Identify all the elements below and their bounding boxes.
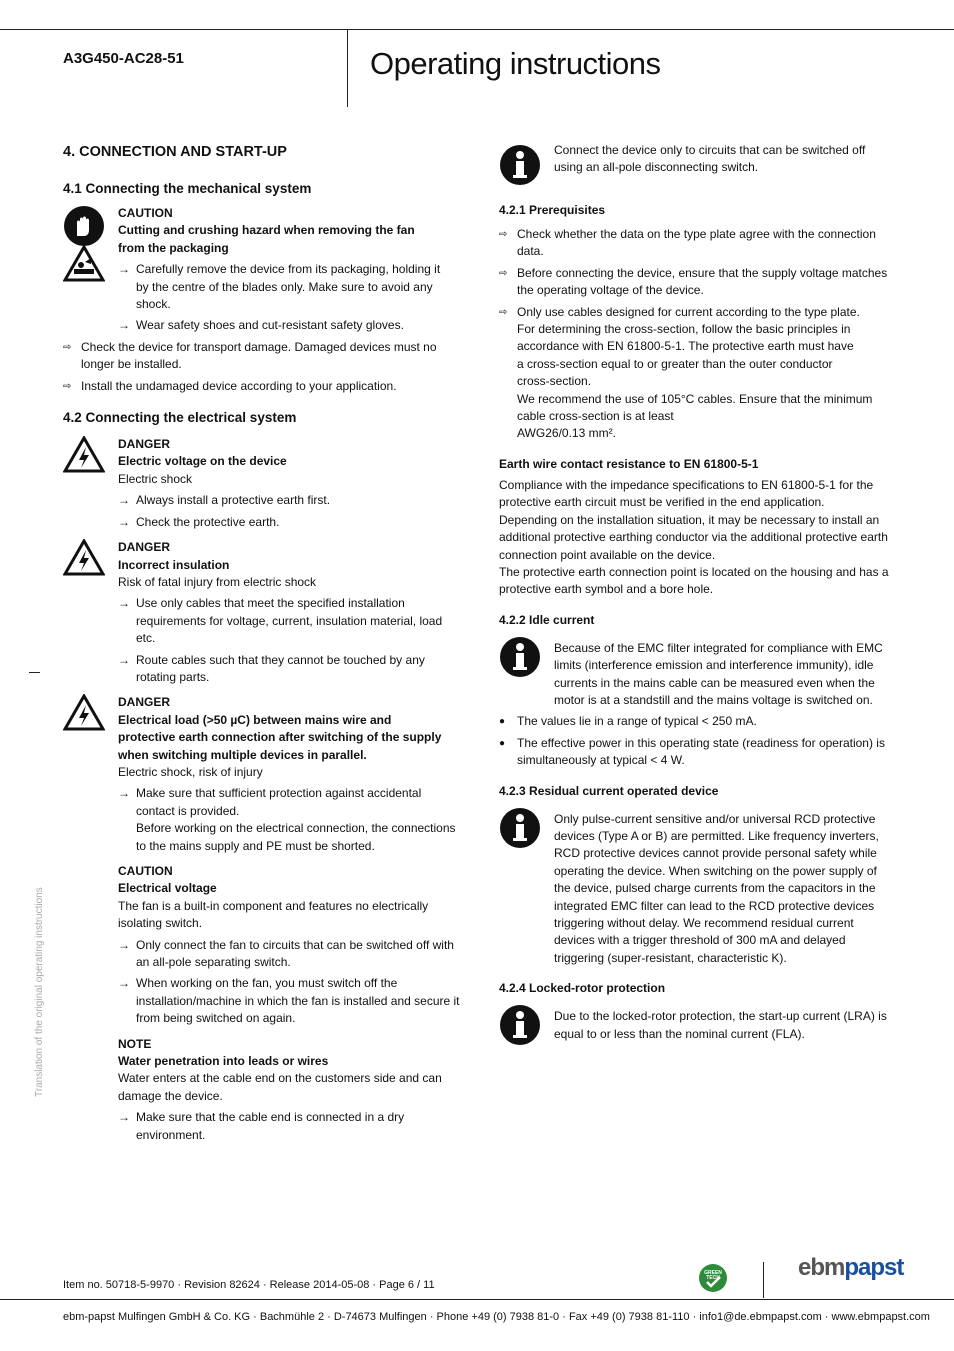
crush-hazard-icon — [63, 245, 105, 288]
caution-block-2 — [63, 863, 463, 1028]
prerequisite-text-cross-section: For determining the cross-section, follow the basic principles in accordance with EN 61800-5-1. The protective earth must have a cross-section equal to or greater than the outer conductor cross-section. — [517, 322, 854, 389]
earth-paragraph-1: Compliance with the impedance specifications to EN 61800-5-1 for the protective earth circuit must be verified in the end application. — [499, 477, 874, 510]
earth-wire-title: Earth wire contact resistance to EN 61800-5-1 — [499, 456, 759, 471]
model-number: A3G450-AC28-51 — [63, 50, 184, 67]
idle-info-text: Because of the EMC filter integrated for compliance with EMC limits (interference emission and interference immunity), idle currents in the mains cable can be measured even when the motor is at a standstill and the mains voltage is switched on. — [554, 640, 883, 707]
info-icon — [499, 636, 541, 683]
danger-2-heading: Incorrect insulation — [118, 557, 230, 572]
rcd-info-text: Only pulse-current sensitive and/or universal RCD protective devices (Type A or B) are permitted. Like frequency inverters, RCD protective devices cannot provide personal safety while operating the device. When switching on the power supply of the device, pulsed charge currents from the capacitors in the integrated EMC filter can lead to the RCD protective devices triggering without delay. We recommend residual current devices with a trigger threshold of 300 mA and delayed triggering (super-resistant, characteristic K). — [554, 811, 879, 965]
caution-2-text: The fan is a built-in component and features no electrically isolating switch. — [118, 898, 429, 931]
prerequisite-text: Before connecting the device, ensure that the supply voltage matches the operating voltage of the device. — [517, 265, 888, 298]
margin-tick — [29, 672, 40, 673]
idle-bullet — [499, 713, 889, 730]
prerequisite-item — [499, 265, 889, 300]
caution-2-instruction-text: Only connect the fan to circuits that can be switched off with an all-pole separating switch. — [136, 937, 454, 970]
caution-1-instruction-text: Carefully remove the device from its packaging, holding it by the centre of the blades only. Make sure to avoid any shock. — [136, 262, 441, 312]
note-text: Water enters at the cable end on the customers side and can damage the device. — [118, 1071, 442, 1103]
arrow-marker: → — [118, 262, 130, 277]
subsection-4-2-1-title: 4.2.1 Prerequisites — [499, 203, 606, 217]
info-icon — [499, 1004, 541, 1051]
danger-2-text: Risk of fatal injury from electric shock — [118, 574, 317, 589]
double-arrow-marker: ⇨ — [499, 306, 508, 318]
caution-2-label: CAUTION — [118, 864, 173, 878]
lra-info-block — [499, 1008, 889, 1043]
prerequisite-text: Only use cables designed for current according to the type plate. — [517, 304, 860, 319]
sidebar-translation-note: Translation of the original operating instructions — [34, 887, 45, 1097]
subsection-4-2-2-title: 4.2.2 Idle current — [499, 612, 595, 627]
ebmpapst-logo — [798, 1254, 904, 1281]
caution-2-instruction — [118, 975, 466, 1027]
danger-3-label: DANGER — [118, 695, 171, 710]
danger-2-instruction-text: Route cables such that they cannot be touched by any rotating parts. — [136, 652, 425, 684]
lra-info-text: Due to the locked-rotor protection, the start-up current (LRA) is equal to or less than the nominal current (FLA). — [554, 1009, 887, 1041]
svg-text:GREEN: GREEN — [704, 1270, 722, 1276]
electric-warning-icon — [63, 539, 105, 582]
danger-1-instruction-text: Check the protective earth. — [136, 514, 280, 529]
earth-paragraph-3: The protective earth connection point is located on the housing and has a protective earth symbol and a bore hole. — [499, 564, 889, 597]
footer-divider — [763, 1262, 764, 1298]
subsection-4-2-title: 4.2 Connecting the electrical system — [63, 410, 297, 426]
danger-3-heading: Electrical load (>50 µC) between mains wire and protective earth connection after switching of the supply when switching multiple devices in parallel. — [118, 712, 442, 762]
section-title: 4. CONNECTION AND START-UP — [63, 144, 287, 160]
danger-3-instruction — [118, 785, 463, 855]
note-block — [63, 1036, 463, 1144]
note-instruction — [118, 1109, 436, 1144]
company-address: ebm-papst Mulfingen GmbH & Co. KG · Bachmühle 2 · D-74673 Mulfingen · Phone +49 (0) 7938 81-0 · Fax +49 (0) 7938 81-110 · info1@de.ebmpapst.com · www.ebmpapst.com — [63, 1311, 930, 1323]
danger-2-instruction — [118, 652, 446, 687]
check-item-text: Install the undamaged device according to your application. — [81, 378, 397, 393]
idle-bullet — [499, 735, 889, 770]
arrow-marker: → — [118, 493, 130, 508]
arrow-marker: → — [118, 318, 130, 333]
double-arrow-marker: ⇨ — [499, 267, 508, 279]
danger-1-instruction — [118, 492, 463, 509]
caution-2-instruction — [118, 937, 466, 972]
arrow-marker: → — [118, 937, 130, 952]
right-column — [499, 142, 889, 1043]
prerequisite-text: Check whether the data on the type plate agree with the connection data. — [517, 227, 876, 259]
danger-block-2 — [63, 539, 463, 686]
danger-3-instruction-text: Make sure that sufficient protection against accidental contact is provided. — [136, 786, 422, 818]
header-divider — [347, 29, 348, 107]
danger-block-1 — [63, 436, 463, 531]
arrow-marker: → — [118, 786, 130, 801]
prerequisite-item — [499, 226, 889, 261]
left-column — [63, 143, 463, 1144]
note-label: NOTE — [118, 1036, 152, 1051]
arrow-marker: → — [118, 596, 130, 611]
page-title: Operating instructions — [370, 46, 661, 81]
caution-2-instruction-text: When working on the fan, you must switch off the installation/machine in which the fan is installed and secure it from being switched on again. — [136, 976, 460, 1026]
danger-2-label: DANGER — [118, 540, 171, 555]
danger-1-text: Electric shock — [118, 471, 193, 486]
idle-info-block — [499, 640, 889, 710]
electric-warning-icon — [63, 694, 105, 737]
danger-1-instruction-text: Always install a protective earth first. — [136, 493, 331, 508]
header-top-rule — [0, 29, 954, 30]
caution-1-instruction-text: Wear safety shoes and cut-resistant safety gloves. — [136, 318, 404, 333]
arrow-marker: → — [118, 514, 130, 529]
dot-marker: ● — [499, 716, 506, 728]
footer-rule — [0, 1299, 954, 1300]
info-block-top — [499, 142, 889, 186]
subsection-4-2-4-title: 4.2.4 Locked-rotor protection — [499, 981, 666, 996]
danger-3-text: Electric shock, risk of injury — [118, 764, 263, 779]
info-top-text: Connect the device only to circuits that can be switched off using an all-pole disconnecting switch. — [554, 143, 866, 175]
idle-bullet-text: The effective power in this operating state (readiness for operation) is simultaneously at typical < 4 W. — [517, 735, 885, 768]
danger-1-label: DANGER — [118, 437, 171, 452]
danger-block-3 — [63, 694, 463, 855]
arrow-marker: → — [118, 976, 130, 991]
caution-1-label: CAUTION — [118, 206, 173, 220]
subsection-4-2-3-title: 4.2.3 Residual current operated device — [499, 783, 719, 798]
prerequisite-text-awg: AWG26/0.13 mm². — [517, 426, 616, 441]
caution-2-heading: Electrical voltage — [118, 881, 217, 896]
double-arrow-marker: ⇨ — [63, 341, 72, 353]
brand-papst: papst — [844, 1254, 904, 1281]
check-item — [63, 339, 461, 374]
check-item-text: Check the device for transport damage. Damaged devices must no longer be installed. — [81, 339, 437, 372]
arrow-marker: → — [118, 652, 130, 667]
greentech-logo-icon — [698, 1263, 728, 1298]
danger-3-instruction-continued: Before working on the electrical connection, the connections to the mains supply and PE must be shorted. — [136, 821, 456, 853]
idle-bullet-text: The values lie in a range of typical < 250 mA. — [517, 714, 757, 729]
danger-1-heading: Electric voltage on the device — [118, 454, 287, 469]
arrow-marker: → — [118, 1110, 130, 1125]
note-heading: Water penetration into leads or wires — [118, 1054, 329, 1069]
danger-1-instruction — [118, 514, 463, 531]
brand-ebm: ebm — [798, 1254, 845, 1281]
double-arrow-marker: ⇨ — [499, 229, 508, 240]
danger-2-instruction-text: Use only cables that meet the specified installation requirements for voltage, current, insulation material, load etc. — [136, 596, 443, 646]
prerequisite-item — [499, 304, 889, 443]
danger-2-instruction — [118, 595, 463, 647]
svg-text:TECH: TECH — [706, 1275, 720, 1281]
rcd-info-block — [499, 811, 889, 968]
note-instruction-text: Make sure that the cable end is connected in a dry environment. — [136, 1110, 405, 1142]
caution-block-1 — [63, 205, 463, 335]
double-arrow-marker: ⇨ — [63, 380, 72, 392]
prerequisite-text-cables: We recommend the use of 105°C cables. Ensure that the minimum cable cross-section is at least — [517, 391, 873, 424]
electric-warning-icon — [63, 436, 105, 479]
item-revision-info: Item no. 50718-5-9970 · Revision 82624 · Release 2014-05-08 · Page 6 / 11 — [63, 1279, 435, 1291]
check-item — [63, 378, 463, 395]
dot-marker: ● — [499, 737, 506, 749]
subsection-4-1-title: 4.1 Connecting the mechanical system — [63, 181, 312, 196]
caution-1-instruction — [118, 261, 456, 313]
caution-1-instruction — [118, 317, 463, 334]
info-icon — [499, 144, 541, 191]
info-icon — [499, 807, 541, 854]
earth-paragraph-2: Depending on the installation situation, it may be necessary to install an additional protective earthing conductor via the additional protective earth connection point available on the device. — [499, 512, 888, 562]
caution-1-heading: Cutting and crushing hazard when removing the fan from the packaging — [118, 223, 415, 255]
